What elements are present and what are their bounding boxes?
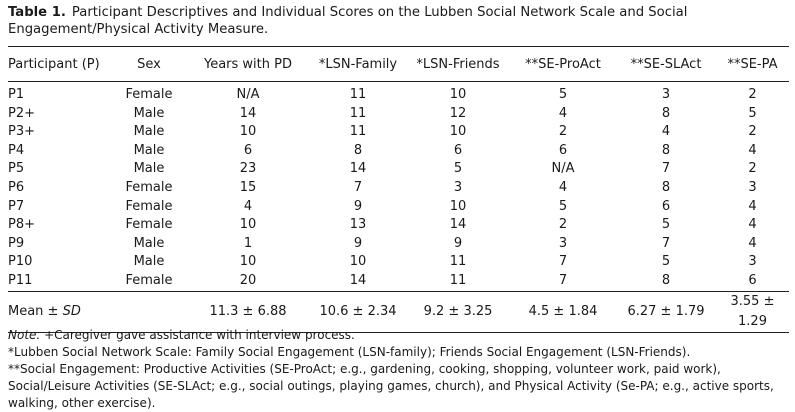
table-cell: 10 bbox=[239, 254, 257, 270]
table-row bbox=[8, 179, 789, 198]
table-cell: P10 bbox=[8, 254, 33, 270]
table-cell: P8+ bbox=[8, 217, 36, 233]
table-cell: 1 bbox=[243, 235, 253, 251]
table-cell: 8 bbox=[661, 179, 671, 195]
table-cell: 9 bbox=[353, 198, 363, 214]
table-cell: 4 bbox=[243, 198, 253, 214]
table-row bbox=[8, 142, 789, 161]
table-cell: 7 bbox=[558, 272, 568, 288]
table-cell: 4 bbox=[558, 179, 568, 195]
column-header: Years with PD bbox=[186, 47, 310, 82]
mean-row bbox=[8, 291, 789, 332]
table-cell: P3+ bbox=[8, 124, 36, 140]
table-cell: 9 bbox=[353, 235, 363, 251]
table-caption bbox=[8, 4, 788, 38]
column-header: Sex bbox=[112, 47, 186, 82]
table-row bbox=[8, 216, 789, 235]
mean-cell: 4.5 ± 1.84 bbox=[510, 291, 616, 332]
table-cell: Female bbox=[125, 179, 173, 195]
table-cell: 14 bbox=[349, 161, 367, 177]
table-row bbox=[8, 160, 789, 179]
table-cell: 4 bbox=[748, 142, 757, 158]
note-text: +Caregiver gave assistance with interview process. bbox=[44, 328, 355, 342]
table-cell: Male bbox=[133, 124, 165, 140]
column-header: **SE-ProAct bbox=[510, 47, 616, 82]
table-cell: 7 bbox=[661, 235, 671, 251]
table-cell: 14 bbox=[349, 272, 367, 288]
table-caption-text: Participant Descriptives and Individual Scores on the Lubben Social Network Scale and Social Engagement/Physical Activity Measure. bbox=[8, 5, 688, 37]
table-cell: 3 bbox=[558, 235, 568, 251]
table-cell: 20 bbox=[239, 272, 257, 288]
table-cell: 9 bbox=[453, 235, 463, 251]
table-cell: 12 bbox=[449, 105, 467, 121]
table-notes bbox=[8, 327, 788, 412]
mean-cell: 3.55 ± 1.29 bbox=[716, 291, 789, 332]
column-header: *LSN-Family bbox=[310, 47, 406, 82]
table-cell: 3 bbox=[748, 179, 757, 195]
table-cell: 11 bbox=[349, 87, 367, 102]
table-cell: 2 bbox=[748, 161, 757, 177]
table-cell: 10 bbox=[449, 87, 467, 102]
table-cell: 7 bbox=[558, 254, 568, 270]
table-cell: 6 bbox=[748, 272, 757, 288]
table-cell: 2 bbox=[558, 217, 568, 233]
data-table bbox=[8, 46, 789, 333]
table-cell: Female bbox=[125, 198, 173, 214]
column-header: Participant (P) bbox=[8, 47, 112, 82]
table-cell: Male bbox=[133, 254, 165, 270]
mean-cell: 6.27 ± 1.79 bbox=[616, 291, 716, 332]
table-cell: 15 bbox=[239, 179, 257, 195]
table-cell: N/A bbox=[236, 87, 260, 102]
mean-cell bbox=[112, 291, 186, 332]
table-row bbox=[8, 253, 789, 272]
table-cell: 11 bbox=[449, 272, 467, 288]
table-cell: Male bbox=[133, 235, 165, 251]
table-cell: Female bbox=[125, 87, 173, 102]
table-cell: Female bbox=[125, 272, 173, 288]
table-cell: 11 bbox=[449, 254, 467, 270]
table-cell: P5 bbox=[8, 161, 25, 177]
table-cell: 6 bbox=[453, 142, 463, 158]
note-lsn: *Lubben Social Network Scale: Family Social Engagement (LSN-family); Friends Social Engagement (LSN-Friends). bbox=[8, 345, 691, 359]
table-cell: 5 bbox=[558, 198, 568, 214]
note-caregiver bbox=[8, 327, 788, 344]
table-cell: P4 bbox=[8, 142, 25, 158]
table-cell: Male bbox=[133, 161, 165, 177]
table-cell: 10 bbox=[349, 254, 367, 270]
table-cell: 4 bbox=[748, 198, 757, 214]
mean-label-sd: SD bbox=[62, 303, 81, 319]
table-cell: N/A bbox=[551, 161, 575, 177]
table-cell: P7 bbox=[8, 198, 25, 214]
note-se: **Social Engagement: Productive Activities (SE-ProAct; e.g., gardening, cooking, shopping, volunteer work, paid work), Social/Leisure Activities (SE-SLAct; e.g., social outings, playing games, church), and Physical Activity (Se-PA; e.g., active sports, walking, other exercise). bbox=[8, 362, 774, 410]
table-cell: Female bbox=[125, 217, 173, 233]
table-cell: 2 bbox=[748, 87, 757, 102]
table-cell: 3 bbox=[661, 87, 671, 102]
table-cell: 23 bbox=[239, 161, 257, 177]
table-cell: 8 bbox=[661, 272, 671, 288]
table-row bbox=[8, 82, 789, 105]
table-cell: 14 bbox=[449, 217, 467, 233]
table-cell: 4 bbox=[661, 124, 671, 140]
table-cell: 3 bbox=[748, 254, 757, 270]
table-cell: P11 bbox=[8, 272, 33, 288]
table-cell: 5 bbox=[453, 161, 463, 177]
table-cell: P1 bbox=[8, 87, 25, 102]
table-cell: 11 bbox=[349, 105, 367, 121]
table-cell: 14 bbox=[239, 105, 257, 121]
table-cell: 6 bbox=[243, 142, 253, 158]
table-cell: 6 bbox=[558, 142, 568, 158]
mean-cell: 9.2 ± 3.25 bbox=[406, 291, 510, 332]
table-cell: 4 bbox=[748, 217, 757, 233]
table-cell: 4 bbox=[748, 235, 757, 251]
table-cell: Male bbox=[133, 142, 165, 158]
mean-cell: 10.6 ± 2.34 bbox=[310, 291, 406, 332]
table-cell: P9 bbox=[8, 235, 25, 251]
table-cell: 8 bbox=[661, 105, 671, 121]
column-header: **SE-SLAct bbox=[616, 47, 716, 82]
table-cell: 5 bbox=[558, 87, 568, 102]
table-cell: 8 bbox=[661, 142, 671, 158]
table-cell: Male bbox=[133, 105, 165, 121]
table-cell: 10 bbox=[449, 198, 467, 214]
table-row bbox=[8, 235, 789, 254]
table-cell: 10 bbox=[239, 124, 257, 140]
table-cell: 8 bbox=[353, 142, 363, 158]
table-caption-label: Table 1. bbox=[8, 5, 66, 20]
table-row bbox=[8, 198, 789, 217]
table-cell: 2 bbox=[748, 124, 757, 140]
table-cell: 2 bbox=[558, 124, 568, 140]
column-header: *LSN-Friends bbox=[406, 47, 510, 82]
table-cell: 4 bbox=[558, 105, 568, 121]
note-label: Note. bbox=[8, 328, 41, 342]
table-cell: 5 bbox=[661, 254, 671, 270]
table-cell: 10 bbox=[449, 124, 467, 140]
table-cell: 11 bbox=[349, 124, 367, 140]
table-cell: 5 bbox=[661, 217, 671, 233]
table-cell: 7 bbox=[353, 179, 363, 195]
table-body bbox=[8, 82, 789, 333]
table-cell: 5 bbox=[748, 105, 757, 121]
column-header: **SE-PA bbox=[716, 47, 789, 82]
mean-cell: 11.3 ± 6.88 bbox=[186, 291, 310, 332]
table-row bbox=[8, 123, 789, 142]
table-cell: P2+ bbox=[8, 105, 36, 121]
table-cell: P6 bbox=[8, 179, 25, 195]
table-row bbox=[8, 105, 789, 124]
table-cell: 10 bbox=[239, 217, 257, 233]
table-cell: 6 bbox=[661, 198, 671, 214]
table-header-row bbox=[8, 47, 789, 82]
table-cell: 3 bbox=[453, 179, 463, 195]
table-cell: 7 bbox=[661, 161, 671, 177]
table-row bbox=[8, 272, 789, 291]
mean-label bbox=[8, 291, 112, 332]
mean-label-prefix: Mean ± bbox=[8, 303, 59, 319]
table-cell: 13 bbox=[349, 217, 367, 233]
